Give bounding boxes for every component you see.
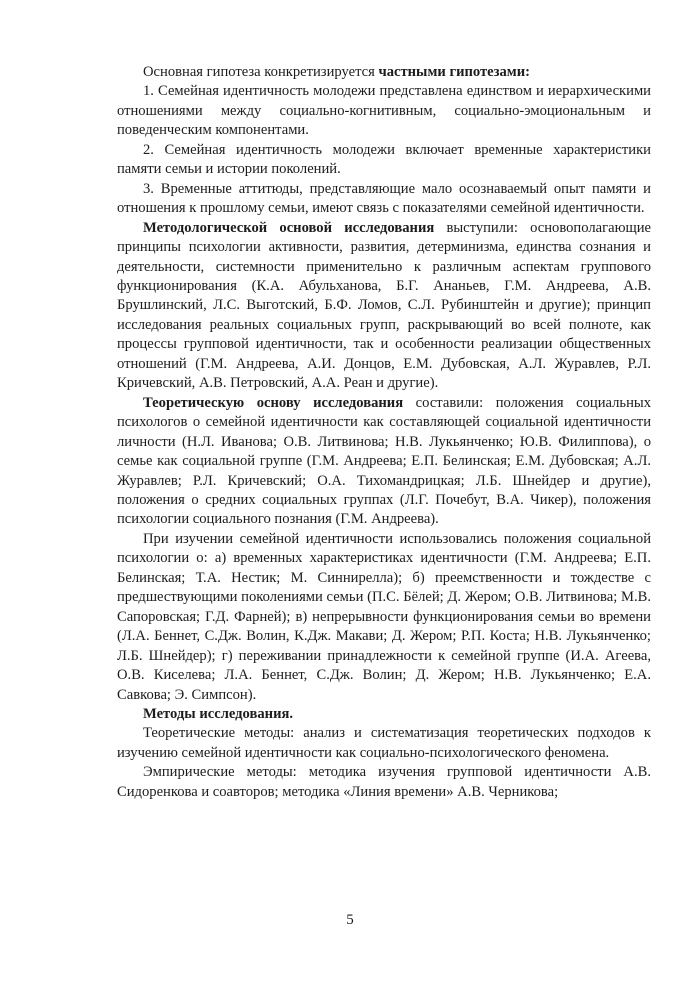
paragraph <box>117 219 651 394</box>
bold-text: Теоретическую основу исследования <box>143 394 404 411</box>
paragraph <box>117 394 651 530</box>
page-number: 5 <box>346 912 354 928</box>
text-run: Теоретические методы: анализ и систематизация теоретических подходов к изучению семейной идентичности как социально-психологического феномена. <box>117 725 651 761</box>
bold-text: Методы исследования. <box>143 705 294 722</box>
bold-text: Методологической основой исследования <box>143 219 435 236</box>
paragraph <box>117 82 651 140</box>
text-run: 1. Семейная идентичность молодежи представлена единством и иерархическими отношениями между социально-когнитивным, социально-эмоциональным и поведенческим компонентами. <box>117 83 651 139</box>
text-run: 2. Семейная идентичность молодежи включает временные характеристики памяти семьи и истории поколений. <box>117 141 651 178</box>
paragraph <box>117 180 651 219</box>
bold-text: частными гипотезами: <box>378 64 531 80</box>
text-run: составили: положения социальных психологов о семейной идентичности как составляющей социальной идентичности личности (Н.Л. Иванова; О.В. Литвинова; Н.В. Лукьянченко; Ю.В. Филиппова), о семье как социальной группе (Г.М. Андреева; Е.П. Белинская; Е.М. Дубовская; А.Л. Журавлев; Р.Л. Кричевский; О.А. Тихомандрицкая; Л.Б. Шнейдер и другие), положения о средних социальных группах (Л.Г. Почебут, В.А. Чикер), положения психологии социального познания (Г.М. Андреева). <box>117 394 651 528</box>
paragraph <box>117 705 651 724</box>
paragraph <box>117 141 651 180</box>
paragraph <box>117 63 651 82</box>
body-text <box>117 63 651 802</box>
text-run: Эмпирические методы: методика изучения групповой идентичности А.В. Сидоренкова и соавторов; методика «Линия времени» А.В. Черникова; <box>117 764 651 800</box>
paragraph <box>117 763 651 802</box>
text-run: Основная гипотеза конкретизируется <box>143 64 379 80</box>
paragraph <box>117 724 651 763</box>
paragraph <box>117 530 651 705</box>
text-run: 3. Временные аттитюды, представляющие мало осознаваемый опыт памяти и отношения к прошлому семьи, имеют связь с показателями семейной идентичности. <box>117 180 651 217</box>
text-run: выступили: основополагающие принципы психологии активности, развития, детерминизма, единства сознания и деятельности, системности применительно к различным аспектам группового функционирования (К.А. Абульханова, Б.Г. Ананьев, Г.М. Андреева, А.В. Брушлинский, Л.С. Выготский, Б.Ф. Ломов, С.Л. Рубинштейн и другие); принцип исследования реальных социальных групп, раскрывающий во всей полноте, как процессы групповой идентичности, так и особенности реализации общественных отношений (Г.М. Андреева, А.И. Донцов, Е.М. Дубовская, А.Л. Журавлев, Р.Л. Кричевский, А.В. Петровский, А.А. Реан и другие). <box>117 219 651 392</box>
text-run: При изучении семейной идентичности использовались положения социальной психологии о: а) временных характеристиках идентичности (Г.М. Андреева; Е.П. Белинская; Т.А. Нестик; М. Синнирелла); б) преемственности и тождестве с предшествующими поколениями семьи (П.С. Бёлей; Д. Жером; О.В. Литвинова; М.В. Сапоровская; Г.Д. Фарней); в) непрерывности функционирования семьи во времени (Л.А. Беннет, С.Дж. Волин, К.Дж. Макави; Д. Жером; Р.П. Коста; Н.В. Лукьянченко; Л.Б. Шнейдер); г) переживании принадлежности к семейной группе (И.А. Агеева, О.В. Киселева; Л.А. Беннет, С.Дж. Волин; Д. Жером; Н.В. Лукьянченко; Е.А. Савкова; Э. Симпсон). <box>117 530 651 703</box>
